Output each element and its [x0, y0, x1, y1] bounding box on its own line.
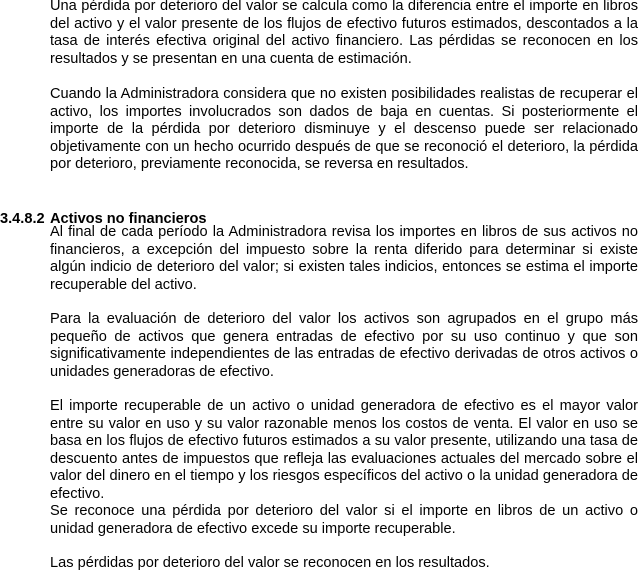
paragraph-period-review: Al final de cada período la Administradora revisa los importes en libros de sus activos no financieros, a excepción del impuesto sobre la renta diferido para determinar si existe algún indicio de deterioro del valor; si existen tales indicios, entonces se estima el importe recuperable del activo.	[50, 224, 638, 293]
paragraph-impairment-calculation: Una pérdida por deterioro del valor se calcula como la diferencia entre el importe en libros del activo y el valor presente de los flujos de efectivo futuros estimados, descontados a la tasa de interés efectiva original del activo financiero. Las pérdidas se reconocen en los resultados y se presentan en una cuenta de estimación.	[50, 0, 638, 67]
paragraph-asset-grouping: Para la evaluación de deterioro del valor los activos son agrupados en el grupo más pequeño de activos que genera entradas de efectivo por su uso continuo y que son significativamente independientes de las entradas de efectivo derivadas de otros activos o unidades generadoras de efectivo.	[50, 311, 638, 380]
paragraph-recoverable-amount: El importe recuperable de un activo o unidad generadora de efectivo es el mayor valor entre su valor en uso y su valor razonable menos los costos de venta. El valor en uso se basa en los flujos de efectivo futuros estimados a su valor presente, utilizando una tasa de descuento antes de impuestos que refleja las evaluaciones actuales del mercado sobre el valor del dinero en el tiempo y los riesgos específicos del activo o la unidad generadora de efectivo.	[50, 398, 638, 502]
section-title: Activos no financieros	[50, 211, 207, 227]
paragraph-loss-recognition: Se reconoce una pérdida por deterioro del valor si el importe en libros de un activo o unidad generadora de efectivo excede su importe recuperable.	[50, 503, 638, 537]
paragraph-loss-results: Las pérdidas por deterioro del valor se reconocen en los resultados.	[50, 555, 490, 571]
section-number: 3.4.8.2	[0, 211, 45, 227]
paragraph-write-off: Cuando la Administradora considera que no existen posibilidades realistas de recuperar el activo, los importes involucrados son dados de baja en cuentas. Si posteriormente el importe de la pérdida por deterioro disminuye y el descenso puede ser relacionado objetivamente con un hecho ocurrido después de que se reconoció el deterioro, la pérdida por deterioro, previamente reconocida, se reversa en resultados.	[50, 86, 638, 172]
